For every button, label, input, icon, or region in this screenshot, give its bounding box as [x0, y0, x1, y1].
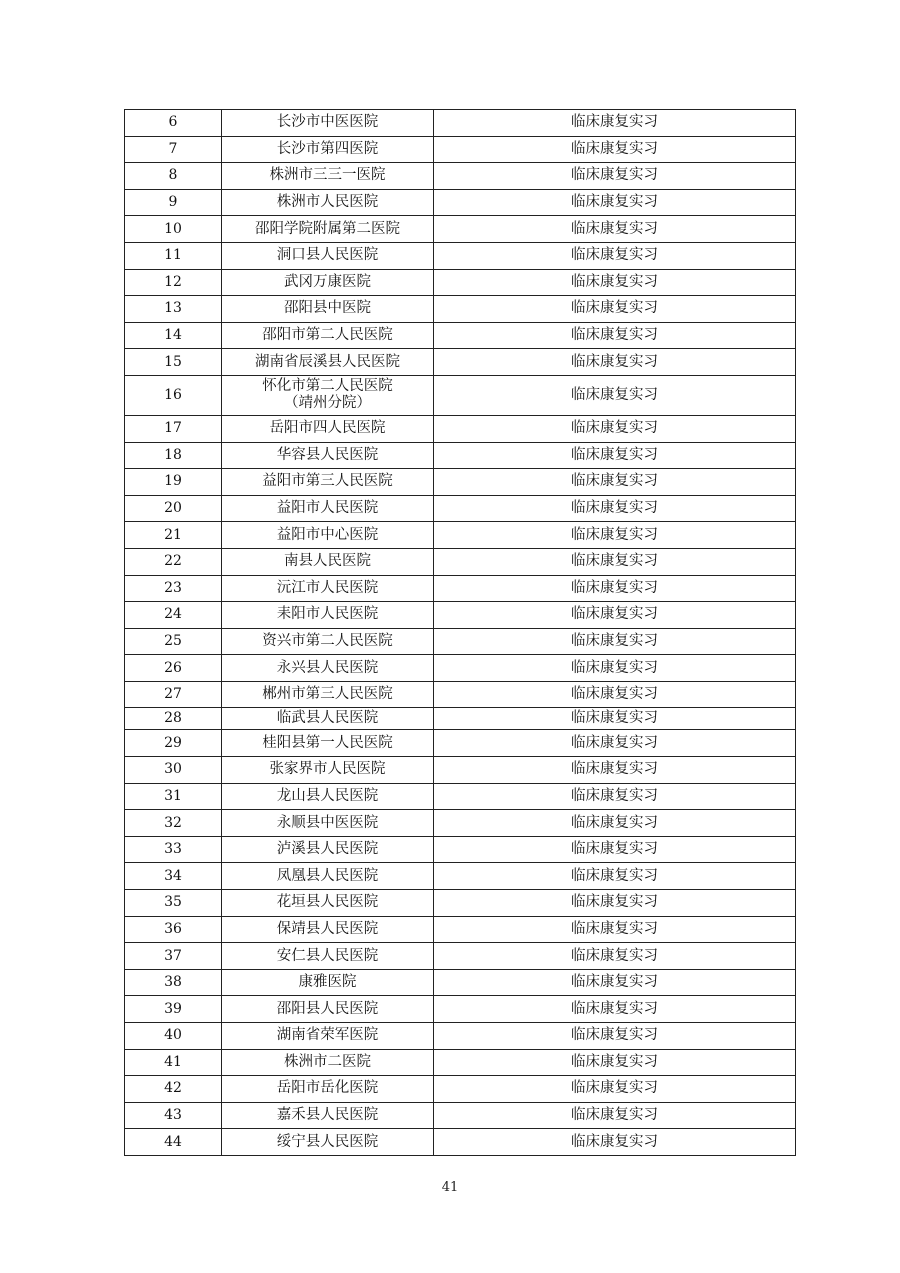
- internship-type-cell: 临床康复实习: [434, 916, 796, 943]
- internship-type-cell: 临床康复实习: [434, 708, 796, 730]
- internship-type-cell: 临床康复实习: [434, 242, 796, 269]
- table-row: [125, 655, 796, 682]
- internship-type-cell: 临床康复实习: [434, 890, 796, 917]
- row-number-cell: 31: [125, 783, 222, 810]
- row-number-cell: 21: [125, 522, 222, 549]
- table-row: [125, 269, 796, 296]
- internship-type-cell: 临床康复实习: [434, 163, 796, 190]
- row-number-cell: 18: [125, 442, 222, 469]
- row-number-cell: 36: [125, 916, 222, 943]
- hospital-name-cell: 邵阳市第二人民医院: [222, 322, 434, 349]
- table-row: [125, 296, 796, 323]
- internship-type-cell: 临床康复实习: [434, 522, 796, 549]
- table-row: [125, 969, 796, 996]
- internship-type-cell: 临床康复实习: [434, 216, 796, 243]
- table-row: [125, 469, 796, 496]
- row-number-cell: 13: [125, 296, 222, 323]
- internship-hospital-table: [124, 109, 796, 1156]
- hospital-name-cell: 龙山县人民医院: [222, 783, 434, 810]
- internship-type-cell: 临床康复实习: [434, 1102, 796, 1129]
- hospital-name-cell: 湖南省荣军医院: [222, 1023, 434, 1050]
- table-row: [125, 783, 796, 810]
- internship-type-cell: 临床康复实习: [434, 349, 796, 376]
- internship-type-cell: 临床康复实习: [434, 836, 796, 863]
- hospital-name-cell: 岳阳市四人民医院: [222, 415, 434, 442]
- table-row: [125, 916, 796, 943]
- hospital-name-cell: 洞口县人民医院: [222, 242, 434, 269]
- hospital-name-cell: 益阳市人民医院: [222, 495, 434, 522]
- row-number-cell: 32: [125, 810, 222, 837]
- row-number-cell: 23: [125, 575, 222, 602]
- hospital-name-cell: 临武县人民医院: [222, 708, 434, 730]
- table-row: [125, 163, 796, 190]
- internship-type-cell: 临床康复实习: [434, 996, 796, 1023]
- table-row: [125, 1023, 796, 1050]
- table-row: [125, 242, 796, 269]
- internship-type-cell: 临床康复实习: [434, 136, 796, 163]
- row-number-cell: 24: [125, 602, 222, 629]
- table-row: [125, 1049, 796, 1076]
- row-number-cell: 40: [125, 1023, 222, 1050]
- hospital-name-cell: 保靖县人民医院: [222, 916, 434, 943]
- table-row: [125, 548, 796, 575]
- table-row: [125, 757, 796, 784]
- hospital-name-cell: 花垣县人民医院: [222, 890, 434, 917]
- hospital-name-cell: 华容县人民医院: [222, 442, 434, 469]
- hospital-name-cell: 桂阳县第一人民医院: [222, 730, 434, 757]
- table-row: [125, 730, 796, 757]
- hospital-name-cell: 凤凰县人民医院: [222, 863, 434, 890]
- table-row: [125, 442, 796, 469]
- internship-type-cell: 临床康复实习: [434, 296, 796, 323]
- table-row: [125, 1129, 796, 1156]
- table-row: [125, 602, 796, 629]
- table-row: [125, 415, 796, 442]
- hospital-name-cell: 永兴县人民医院: [222, 655, 434, 682]
- row-number-cell: 29: [125, 730, 222, 757]
- hospital-name-cell: 岳阳市岳化医院: [222, 1076, 434, 1103]
- internship-type-cell: 临床康复实习: [434, 1023, 796, 1050]
- hospital-name-cell: 邵阳学院附属第二医院: [222, 216, 434, 243]
- hospital-name-cell: 益阳市中心医院: [222, 522, 434, 549]
- row-number-cell: 9: [125, 189, 222, 216]
- page-number: 41: [441, 1180, 459, 1195]
- hospital-name-cell: 绥宁县人民医院: [222, 1129, 434, 1156]
- row-number-cell: 34: [125, 863, 222, 890]
- hospital-name-cell: 武冈万康医院: [222, 269, 434, 296]
- internship-type-cell: 临床康复实习: [434, 1129, 796, 1156]
- internship-type-cell: 临床康复实习: [434, 322, 796, 349]
- hospital-name-cell: 株洲市人民医院: [222, 189, 434, 216]
- table-row: [125, 836, 796, 863]
- row-number-cell: 35: [125, 890, 222, 917]
- table-row: [125, 349, 796, 376]
- hospital-name-cell: 株洲市二医院: [222, 1049, 434, 1076]
- internship-type-cell: 临床康复实习: [434, 602, 796, 629]
- hospital-name-cell: 湖南省辰溪县人民医院: [222, 349, 434, 376]
- hospital-name-cell: 株洲市三三一医院: [222, 163, 434, 190]
- hospital-name-cell: 嘉禾县人民医院: [222, 1102, 434, 1129]
- table-row: [125, 863, 796, 890]
- row-number-cell: 6: [125, 110, 222, 137]
- internship-type-cell: 临床康复实习: [434, 415, 796, 442]
- table-row: [125, 575, 796, 602]
- hospital-name-cell: 长沙市中医医院: [222, 110, 434, 137]
- hospital-branch-line: （靖州分院）: [284, 395, 371, 412]
- row-number-cell: 43: [125, 1102, 222, 1129]
- row-number-cell: 10: [125, 216, 222, 243]
- hospital-name-cell: [222, 375, 434, 415]
- hospital-name-cell: 耒阳市人民医院: [222, 602, 434, 629]
- internship-type-cell: 临床康复实习: [434, 628, 796, 655]
- internship-type-cell: 临床康复实习: [434, 681, 796, 708]
- row-number-cell: 16: [125, 375, 222, 415]
- row-number-cell: 8: [125, 163, 222, 190]
- hospital-name-cell: 邵阳县中医院: [222, 296, 434, 323]
- row-number-cell: 42: [125, 1076, 222, 1103]
- table-row: [125, 375, 796, 415]
- hospital-name-cell: 资兴市第二人民医院: [222, 628, 434, 655]
- internship-type-cell: 临床康复实习: [434, 469, 796, 496]
- internship-type-cell: 临床康复实习: [434, 110, 796, 137]
- table-row: [125, 495, 796, 522]
- table-row: [125, 110, 796, 137]
- row-number-cell: 12: [125, 269, 222, 296]
- table-row: [125, 810, 796, 837]
- table-row: [125, 522, 796, 549]
- internship-type-cell: 临床康复实习: [434, 969, 796, 996]
- row-number-cell: 17: [125, 415, 222, 442]
- hospital-name-cell: 长沙市第四医院: [222, 136, 434, 163]
- internship-type-cell: 临床康复实习: [434, 442, 796, 469]
- table-row: [125, 1102, 796, 1129]
- table-row: [125, 628, 796, 655]
- row-number-cell: 41: [125, 1049, 222, 1076]
- row-number-cell: 28: [125, 708, 222, 730]
- internship-type-cell: 临床康复实习: [434, 730, 796, 757]
- hospital-name-cell: 南县人民医院: [222, 548, 434, 575]
- table-row: [125, 136, 796, 163]
- table-row: [125, 708, 796, 730]
- hospital-name-cell: 康雅医院: [222, 969, 434, 996]
- row-number-cell: 37: [125, 943, 222, 970]
- internship-type-cell: 临床康复实习: [434, 783, 796, 810]
- table-row: [125, 1076, 796, 1103]
- internship-type-cell: 临床康复实习: [434, 863, 796, 890]
- internship-type-cell: 临床康复实习: [434, 810, 796, 837]
- table-row: [125, 681, 796, 708]
- hospital-name-cell: 邵阳县人民医院: [222, 996, 434, 1023]
- table-row: [125, 996, 796, 1023]
- hospital-name-cell: 永顺县中医医院: [222, 810, 434, 837]
- internship-type-cell: 临床康复实习: [434, 375, 796, 415]
- table-body: [125, 110, 796, 1156]
- internship-type-cell: 临床康复实习: [434, 189, 796, 216]
- row-number-cell: 25: [125, 628, 222, 655]
- row-number-cell: 27: [125, 681, 222, 708]
- hospital-name-cell: 泸溪县人民医院: [222, 836, 434, 863]
- row-number-cell: 26: [125, 655, 222, 682]
- internship-type-cell: 临床康复实习: [434, 495, 796, 522]
- row-number-cell: 7: [125, 136, 222, 163]
- hospital-name-line: 怀化市第二人民医院: [262, 378, 393, 395]
- hospital-name-cell: 张家界市人民医院: [222, 757, 434, 784]
- table-row: [125, 189, 796, 216]
- hospital-name-cell: 益阳市第三人民医院: [222, 469, 434, 496]
- table-row: [125, 943, 796, 970]
- row-number-cell: 20: [125, 495, 222, 522]
- row-number-cell: 14: [125, 322, 222, 349]
- internship-type-cell: 临床康复实习: [434, 269, 796, 296]
- internship-type-cell: 临床康复实习: [434, 757, 796, 784]
- table-row: [125, 890, 796, 917]
- row-number-cell: 30: [125, 757, 222, 784]
- row-number-cell: 22: [125, 548, 222, 575]
- table-row: [125, 322, 796, 349]
- internship-type-cell: 临床康复实习: [434, 1049, 796, 1076]
- internship-type-cell: 临床康复实习: [434, 655, 796, 682]
- row-number-cell: 38: [125, 969, 222, 996]
- internship-type-cell: 临床康复实习: [434, 943, 796, 970]
- internship-type-cell: 临床康复实习: [434, 1076, 796, 1103]
- internship-type-cell: 临床康复实习: [434, 548, 796, 575]
- row-number-cell: 15: [125, 349, 222, 376]
- hospital-name-cell: 沅江市人民医院: [222, 575, 434, 602]
- row-number-cell: 11: [125, 242, 222, 269]
- row-number-cell: 19: [125, 469, 222, 496]
- internship-type-cell: 临床康复实习: [434, 575, 796, 602]
- table-row: [125, 216, 796, 243]
- hospital-name-cell: 安仁县人民医院: [222, 943, 434, 970]
- row-number-cell: 44: [125, 1129, 222, 1156]
- row-number-cell: 33: [125, 836, 222, 863]
- row-number-cell: 39: [125, 996, 222, 1023]
- hospital-name-cell: 郴州市第三人民医院: [222, 681, 434, 708]
